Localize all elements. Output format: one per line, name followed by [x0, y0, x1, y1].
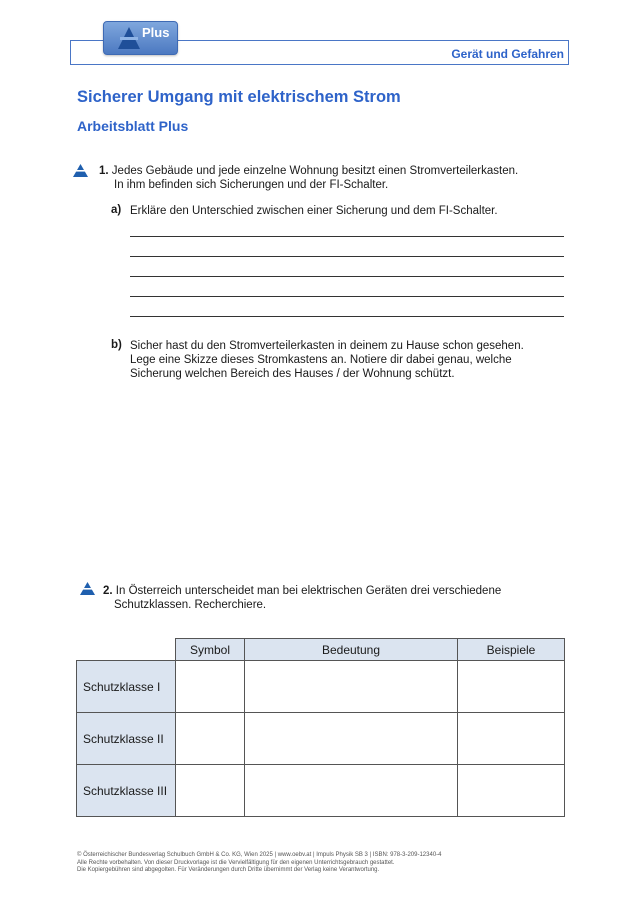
table-header-row: [77, 639, 565, 661]
task1b-label: b): [111, 339, 122, 351]
footer-line2: Alle Rechte vorbehalten. Von dieser Druckvorlage ist die Vervielfältigung für den eigenen Unterrichtsgebrauch gestattet.: [77, 859, 395, 866]
answer-cell[interactable]: [245, 661, 458, 713]
task1-number: 1.: [99, 165, 109, 177]
logo-text: Plus: [142, 25, 170, 40]
answer-line[interactable]: [130, 316, 564, 317]
table-row: [77, 713, 565, 765]
answer-line[interactable]: [130, 276, 564, 277]
answer-cell[interactable]: [245, 713, 458, 765]
task1b-line1: Sicher hast du den Stromverteilerkasten in deinem zu Hause schon gesehen.: [130, 340, 524, 352]
task1a-text: Erkläre den Unterschied zwischen einer Sicherung und dem FI-Schalter.: [130, 205, 498, 217]
triangle-icon: [80, 582, 95, 595]
answer-line[interactable]: [130, 236, 564, 237]
footer-line1: © Österreichischer Bundesverlag Schulbuch GmbH & Co. KG, Wien 2025 | www.oebv.at | Impuls Physik SB 3 | ISBN: 978-3-209-12340-4: [77, 852, 442, 858]
answer-cell[interactable]: [458, 765, 565, 817]
answer-line[interactable]: [130, 256, 564, 257]
answer-cell[interactable]: [176, 661, 245, 713]
schutzklassen-table: [76, 638, 565, 817]
answer-cell[interactable]: [458, 661, 565, 713]
row-header-schutzklasse-1: Schutzklasse I: [77, 661, 176, 713]
table-row: [77, 765, 565, 817]
table-corner-cell: [77, 639, 176, 661]
task2-number: 2.: [103, 585, 113, 597]
answer-cell[interactable]: [458, 713, 565, 765]
column-header-beispiele: Beispiele: [458, 639, 565, 661]
triangle-icon: [73, 164, 88, 177]
answer-cell[interactable]: [245, 765, 458, 817]
footer-line3: Die Kopiergebühren sind abgegolten. Für Veränderungen durch Dritte übernimmt der Verlag keine Verantwortung.: [77, 867, 380, 873]
task1b-line3: Sicherung welchen Bereich des Hauses / der Wohnung schützt.: [130, 368, 455, 380]
footer-copyright: [77, 852, 442, 875]
column-header-symbol: Symbol: [176, 639, 245, 661]
task2-line1: In Österreich unterscheidet man bei elektrischen Geräten drei verschiedene: [115, 585, 502, 597]
page-title: Sicherer Umgang mit elektrischem Strom: [77, 88, 401, 106]
page-subtitle: Arbeitsblatt Plus: [77, 118, 189, 134]
column-header-bedeutung: Bedeutung: [245, 639, 458, 661]
answer-cell[interactable]: [176, 713, 245, 765]
task2-question: [103, 584, 501, 598]
task1a-label: a): [111, 204, 122, 216]
task1-question: [99, 164, 518, 178]
task2-line2: Schutzklassen. Recherchiere.: [114, 599, 267, 611]
task1b-line2: Lege eine Skizze dieses Stromkastens an. Notiere dir dabei genau, welche: [130, 354, 512, 366]
table-row: [77, 661, 565, 713]
task1-line2: In ihm befinden sich Sicherungen und der FI-Schalter.: [114, 179, 389, 191]
task1-line1: Jedes Gebäude und jede einzelne Wohnung besitzt einen Stromverteilerkasten.: [111, 165, 519, 177]
answer-line[interactable]: [130, 296, 564, 297]
plus-logo: [103, 21, 178, 55]
row-header-schutzklasse-2: Schutzklasse II: [77, 713, 176, 765]
section-title: Gerät und Gefahren: [451, 47, 564, 61]
answer-cell[interactable]: [176, 765, 245, 817]
row-header-schutzklasse-3: Schutzklasse III: [77, 765, 176, 817]
triangle-icon: [117, 26, 141, 50]
